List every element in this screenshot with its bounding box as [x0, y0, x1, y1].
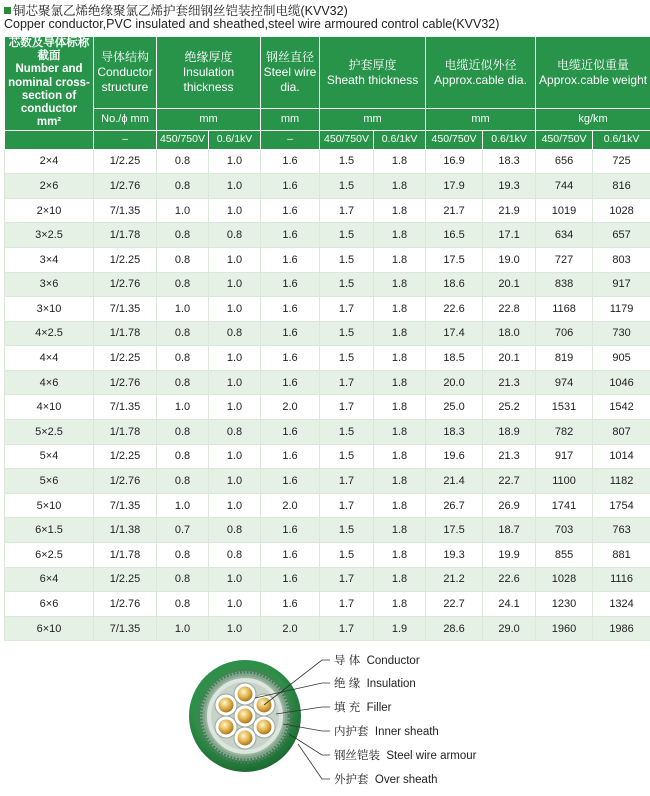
- table-cell: 1.0: [157, 616, 209, 641]
- table-cell: 0.8: [209, 223, 261, 248]
- table-row: [5, 616, 650, 641]
- table-cell: 1.7: [320, 493, 374, 518]
- table-cell: 1741: [536, 493, 593, 518]
- legend-inner-sheath: 内护套 Inner sheath: [334, 723, 439, 739]
- table-cell: 17.4: [426, 321, 483, 346]
- table-row: [5, 395, 650, 420]
- header-cable-dia: 电缆近似外径 Approx.cable dia.: [426, 37, 536, 109]
- table-cell: 1542: [593, 395, 650, 420]
- table-cell: 1.6: [261, 592, 320, 617]
- table-cell: 1.0: [209, 567, 261, 592]
- table-cell: 18.0: [483, 321, 536, 346]
- table-cell: 21.4: [426, 469, 483, 494]
- cable-cross-section-svg: [0, 640, 650, 791]
- core-conductor: [238, 731, 253, 746]
- table-row: [5, 543, 650, 568]
- table-cell: 0.8: [157, 543, 209, 568]
- table-cell: 1.6: [261, 149, 320, 174]
- table-cell: 0.8: [209, 420, 261, 445]
- table-cell: 6×1.5: [5, 518, 94, 543]
- volt-blank-cores: [5, 130, 94, 149]
- table-cell: 19.9: [483, 543, 536, 568]
- table-cell: 0.7: [157, 518, 209, 543]
- table-cell: 1.8: [374, 346, 426, 371]
- core-conductor: [219, 698, 234, 713]
- table-cell: 21.3: [483, 444, 536, 469]
- table-cell: 905: [593, 346, 650, 371]
- table-cell: 1.6: [261, 543, 320, 568]
- table-cell: 2×6: [5, 174, 94, 199]
- table-cell: 744: [536, 174, 593, 199]
- table-cell: 2.0: [261, 493, 320, 518]
- core-conductor: [238, 687, 253, 702]
- table-cell: 22.7: [426, 592, 483, 617]
- unit-cable-weight: kg/km: [536, 109, 650, 130]
- table-cell: 706: [536, 321, 593, 346]
- spec-table-body: [5, 149, 650, 641]
- table-cell: 1/2.76: [94, 272, 157, 297]
- table-cell: 18.5: [426, 346, 483, 371]
- table-cell: 1.6: [261, 297, 320, 322]
- table-cell: 0.8: [157, 321, 209, 346]
- table-cell: 21.7: [426, 198, 483, 223]
- table-row: [5, 567, 650, 592]
- table-cell: 21.2: [426, 567, 483, 592]
- volt-sheath-b: 0.6/1kV: [374, 130, 426, 149]
- header-cable-weight: 电缆近似重量 Approx.cable weight: [536, 37, 650, 109]
- table-cell: 1.6: [261, 198, 320, 223]
- table-cell: 1.9: [374, 616, 426, 641]
- table-cell: 1.0: [157, 493, 209, 518]
- table-cell: 1.0: [209, 444, 261, 469]
- volt-insulation-b: 0.6/1kV: [209, 130, 261, 149]
- table-cell: 2.0: [261, 395, 320, 420]
- table-cell: 25.2: [483, 395, 536, 420]
- table-cell: 22.6: [483, 567, 536, 592]
- table-cell: 20.1: [483, 272, 536, 297]
- volt-sheath-a: 450/750V: [320, 130, 374, 149]
- table-cell: 1179: [593, 297, 650, 322]
- table-cell: 18.6: [426, 272, 483, 297]
- table-cell: 1.8: [374, 297, 426, 322]
- table-cell: 0.8: [157, 149, 209, 174]
- table-row: [5, 297, 650, 322]
- table-cell: 20.1: [483, 346, 536, 371]
- table-cell: 819: [536, 346, 593, 371]
- table-row: [5, 370, 650, 395]
- table-cell: 0.8: [157, 469, 209, 494]
- table-cell: 803: [593, 247, 650, 272]
- unit-conductor: No./ϕ mm: [94, 109, 157, 130]
- table-cell: 1019: [536, 198, 593, 223]
- table-cell: 1/2.25: [94, 567, 157, 592]
- table-row: [5, 346, 650, 371]
- table-cell: 1/2.76: [94, 469, 157, 494]
- table-cell: 1168: [536, 297, 593, 322]
- table-cell: 1.0: [209, 370, 261, 395]
- table-cell: 1116: [593, 567, 650, 592]
- table-cell: 1028: [536, 567, 593, 592]
- table-cell: 1.7: [320, 592, 374, 617]
- table-cell: 1.0: [209, 272, 261, 297]
- table-cell: 1/2.25: [94, 346, 157, 371]
- table-cell: 1.0: [209, 469, 261, 494]
- table-cell: 1046: [593, 370, 650, 395]
- table-cell: 1.6: [261, 370, 320, 395]
- table-cell: 16.5: [426, 223, 483, 248]
- table-cell: 1.6: [261, 321, 320, 346]
- table-cell: 28.6: [426, 616, 483, 641]
- table-cell: 4×6: [5, 370, 94, 395]
- table-cell: 20.0: [426, 370, 483, 395]
- table-cell: 881: [593, 543, 650, 568]
- table-cell: 19.3: [426, 543, 483, 568]
- core-conductor: [219, 720, 234, 735]
- table-cell: 0.8: [157, 346, 209, 371]
- title-chinese: 铜芯聚氯乙烯绝缘聚氯乙烯护套细钢丝铠装控制电缆(KVV32): [4, 1, 348, 19]
- table-cell: 656: [536, 149, 593, 174]
- table-row: [5, 518, 650, 543]
- table-cell: 0.8: [157, 567, 209, 592]
- table-cell: 6×2.5: [5, 543, 94, 568]
- core-conductor: [238, 709, 253, 724]
- table-cell: 1531: [536, 395, 593, 420]
- table-cell: 807: [593, 420, 650, 445]
- table-cell: 1.8: [374, 592, 426, 617]
- table-cell: 1.5: [320, 420, 374, 445]
- table-cell: 1.5: [320, 223, 374, 248]
- table-cell: 0.8: [209, 543, 261, 568]
- table-cell: 5×10: [5, 493, 94, 518]
- title-english: Copper conductor,PVC insulated and sheathed,steel wire armoured control cable(KVV32): [4, 17, 499, 31]
- table-cell: 17.9: [426, 174, 483, 199]
- table-cell: 1.0: [209, 395, 261, 420]
- table-cell: 1.0: [209, 493, 261, 518]
- table-cell: 1.8: [374, 395, 426, 420]
- table-cell: 5×4: [5, 444, 94, 469]
- table-cell: 816: [593, 174, 650, 199]
- table-cell: 974: [536, 370, 593, 395]
- table-cell: 1/1.38: [94, 518, 157, 543]
- legend-filler: 填 充 Filler: [334, 699, 392, 715]
- table-cell: 2.0: [261, 616, 320, 641]
- table-row: [5, 592, 650, 617]
- table-cell: 16.9: [426, 149, 483, 174]
- table-cell: 1.0: [209, 592, 261, 617]
- table-cell: 6×6: [5, 592, 94, 617]
- table-cell: 7/1.35: [94, 493, 157, 518]
- table-cell: 22.8: [483, 297, 536, 322]
- table-cell: 6×4: [5, 567, 94, 592]
- table-cell: 26.7: [426, 493, 483, 518]
- table-cell: 19.3: [483, 174, 536, 199]
- table-cell: 1/2.76: [94, 592, 157, 617]
- table-cell: 1.5: [320, 247, 374, 272]
- table-cell: 1182: [593, 469, 650, 494]
- table-cell: 1.5: [320, 272, 374, 297]
- table-cell: 1.8: [374, 518, 426, 543]
- table-cell: 4×10: [5, 395, 94, 420]
- table-cell: 2×4: [5, 149, 94, 174]
- volt-dia-b: 0.6/1kV: [483, 130, 536, 149]
- table-cell: 1.6: [261, 223, 320, 248]
- table-cell: 24.1: [483, 592, 536, 617]
- table-cell: 1.6: [261, 518, 320, 543]
- spec-table: [4, 36, 650, 641]
- table-cell: 3×10: [5, 297, 94, 322]
- table-cell: 1.8: [374, 469, 426, 494]
- table-cell: 3×2.5: [5, 223, 94, 248]
- unit-sheath: mm: [320, 109, 426, 130]
- table-cell: 1324: [593, 592, 650, 617]
- table-cell: 2×10: [5, 198, 94, 223]
- table-cell: 17.5: [426, 518, 483, 543]
- table-cell: 1.6: [261, 346, 320, 371]
- table-cell: 21.9: [483, 198, 536, 223]
- table-cell: 1.0: [157, 297, 209, 322]
- table-cell: 18.7: [483, 518, 536, 543]
- table-cell: 1.0: [209, 149, 261, 174]
- table-cell: 1.6: [261, 469, 320, 494]
- table-cell: 1.8: [374, 174, 426, 199]
- table-cell: 1.5: [320, 543, 374, 568]
- table-cell: 1.8: [374, 149, 426, 174]
- table-cell: 1.7: [320, 198, 374, 223]
- table-cell: 7/1.35: [94, 395, 157, 420]
- header-cores-unit: mm²: [37, 116, 61, 128]
- table-cell: 1.6: [261, 444, 320, 469]
- table-cell: 1.0: [209, 297, 261, 322]
- unit-cable-dia: mm: [426, 109, 536, 130]
- table-cell: 0.8: [157, 223, 209, 248]
- table-cell: 1/2.76: [94, 174, 157, 199]
- table-cell: 1230: [536, 592, 593, 617]
- legend-steel-wire-armour: 钢丝铠装 Steel wire armour: [334, 747, 477, 763]
- table-cell: 18.9: [483, 420, 536, 445]
- table-cell: 1/2.76: [94, 370, 157, 395]
- table-cell: 3×4: [5, 247, 94, 272]
- table-cell: 1754: [593, 493, 650, 518]
- table-row: [5, 174, 650, 199]
- table-cell: 0.8: [157, 247, 209, 272]
- table-cell: 1.7: [320, 469, 374, 494]
- table-cell: 0.8: [157, 444, 209, 469]
- table-cell: 1.8: [374, 543, 426, 568]
- volt-weight-b: 0.6/1kV: [593, 130, 650, 149]
- table-cell: 17.5: [426, 247, 483, 272]
- table-cell: 1.5: [320, 518, 374, 543]
- table-cell: 703: [536, 518, 593, 543]
- table-cell: 0.8: [209, 321, 261, 346]
- table-cell: 5×6: [5, 469, 94, 494]
- table-cell: 1.7: [320, 297, 374, 322]
- table-row: [5, 444, 650, 469]
- table-cell: 1028: [593, 198, 650, 223]
- cable-cross-section-diagram: [0, 640, 650, 791]
- table-cell: 1.0: [157, 395, 209, 420]
- core-conductor: [257, 720, 272, 735]
- table-cell: 1.7: [320, 616, 374, 641]
- table-cell: 1.0: [209, 346, 261, 371]
- table-cell: 1.7: [320, 567, 374, 592]
- table-cell: 1.5: [320, 321, 374, 346]
- table-cell: 1.8: [374, 247, 426, 272]
- table-cell: 19.0: [483, 247, 536, 272]
- table-cell: 1.8: [374, 420, 426, 445]
- table-cell: 634: [536, 223, 593, 248]
- header-sheath-thickness: 护套厚度 Sheath thickness: [320, 37, 426, 109]
- table-cell: 7/1.35: [94, 616, 157, 641]
- table-row: [5, 198, 650, 223]
- volt-weight-a: 450/750V: [536, 130, 593, 149]
- table-cell: 1/1.78: [94, 543, 157, 568]
- table-cell: 1/2.25: [94, 149, 157, 174]
- table-cell: 3×6: [5, 272, 94, 297]
- header-cores-section: [5, 37, 94, 131]
- volt-dia-a: 450/750V: [426, 130, 483, 149]
- table-cell: 1.5: [320, 149, 374, 174]
- table-cell: 0.8: [157, 174, 209, 199]
- table-cell: 763: [593, 518, 650, 543]
- table-cell: 1100: [536, 469, 593, 494]
- table-row: [5, 272, 650, 297]
- table-cell: 4×2.5: [5, 321, 94, 346]
- table-cell: 1.0: [209, 616, 261, 641]
- table-cell: 657: [593, 223, 650, 248]
- table-row: [5, 247, 650, 272]
- table-row: [5, 223, 650, 248]
- table-cell: 0.8: [157, 592, 209, 617]
- table-cell: 0.8: [209, 518, 261, 543]
- table-cell: 29.0: [483, 616, 536, 641]
- table-cell: 1.6: [261, 420, 320, 445]
- table-cell: 1.0: [209, 174, 261, 199]
- table-cell: 25.0: [426, 395, 483, 420]
- table-cell: 917: [536, 444, 593, 469]
- table-row: [5, 321, 650, 346]
- table-cell: 1.8: [374, 493, 426, 518]
- table-cell: 4×4: [5, 346, 94, 371]
- table-row: [5, 493, 650, 518]
- table-cell: 21.3: [483, 370, 536, 395]
- table-cell: 1.6: [261, 174, 320, 199]
- table-cell: 22.6: [426, 297, 483, 322]
- unit-insulation: mm: [157, 109, 261, 130]
- table-cell: 7/1.35: [94, 198, 157, 223]
- table-cell: 1.8: [374, 444, 426, 469]
- header-steel-wire-dia: 钢丝直径 Steel wire dia.: [261, 37, 320, 109]
- header-cores-en: Number and nominal cross-section of conductor: [8, 63, 90, 115]
- table-cell: 1/1.78: [94, 420, 157, 445]
- leader-over-sheath: [298, 744, 330, 779]
- volt-insulation-a: 450/750V: [157, 130, 209, 149]
- table-cell: 1/2.25: [94, 444, 157, 469]
- header-insulation-thickness: 绝缘厚度 Insulation thickness: [157, 37, 261, 109]
- unit-steel-wire: mm: [261, 109, 320, 130]
- table-cell: 1.6: [261, 567, 320, 592]
- legend-over-sheath: 外护套 Over sheath: [334, 771, 438, 787]
- table-cell: 17.1: [483, 223, 536, 248]
- table-cell: 1986: [593, 616, 650, 641]
- table-cell: 1.8: [374, 370, 426, 395]
- table-cell: 22.7: [483, 469, 536, 494]
- table-cell: 7/1.35: [94, 297, 157, 322]
- table-cell: 1.0: [209, 198, 261, 223]
- table-cell: 1.8: [374, 223, 426, 248]
- table-cell: 5×2.5: [5, 420, 94, 445]
- header-conductor-structure: 导体结构 Conductor structure: [94, 37, 157, 109]
- legend-insulation: 绝 缘 Insulation: [334, 675, 416, 691]
- table-cell: 1.8: [374, 567, 426, 592]
- table-cell: 19.6: [426, 444, 483, 469]
- table-cell: 1.7: [320, 395, 374, 420]
- table-cell: 838: [536, 272, 593, 297]
- table-cell: 1/2.25: [94, 247, 157, 272]
- header-cores-zh: 芯数及导体标称截面: [9, 37, 90, 62]
- table-cell: 1.0: [209, 247, 261, 272]
- table-cell: 1.7: [320, 370, 374, 395]
- table-cell: 26.9: [483, 493, 536, 518]
- table-cell: 1014: [593, 444, 650, 469]
- table-row: [5, 420, 650, 445]
- table-cell: 855: [536, 543, 593, 568]
- table-cell: 1.0: [157, 198, 209, 223]
- table-cell: 917: [593, 272, 650, 297]
- table-cell: 1/1.78: [94, 223, 157, 248]
- table-cell: 6×10: [5, 616, 94, 641]
- table-row: [5, 149, 650, 174]
- table-cell: 782: [536, 420, 593, 445]
- table-cell: 727: [536, 247, 593, 272]
- table-cell: 725: [593, 149, 650, 174]
- title-bullet-icon: [4, 7, 11, 14]
- table-cell: 1.8: [374, 198, 426, 223]
- table-cell: 1.8: [374, 321, 426, 346]
- table-cell: 1/1.78: [94, 321, 157, 346]
- volt-dash-steel: –: [261, 130, 320, 149]
- table-cell: 1.6: [261, 272, 320, 297]
- table-cell: 0.8: [157, 370, 209, 395]
- table-cell: 0.8: [157, 420, 209, 445]
- table-cell: 0.8: [157, 272, 209, 297]
- legend-conductor: 导 体 Conductor: [334, 652, 420, 668]
- table-cell: 18.3: [426, 420, 483, 445]
- table-cell: 1.6: [261, 247, 320, 272]
- volt-dash-conductor: –: [94, 130, 157, 149]
- table-cell: 1.5: [320, 444, 374, 469]
- table-cell: 1960: [536, 616, 593, 641]
- table-cell: 1.5: [320, 174, 374, 199]
- table-cell: 18.3: [483, 149, 536, 174]
- table-row: [5, 469, 650, 494]
- table-cell: 730: [593, 321, 650, 346]
- table-cell: 1.8: [374, 272, 426, 297]
- table-cell: 1.5: [320, 346, 374, 371]
